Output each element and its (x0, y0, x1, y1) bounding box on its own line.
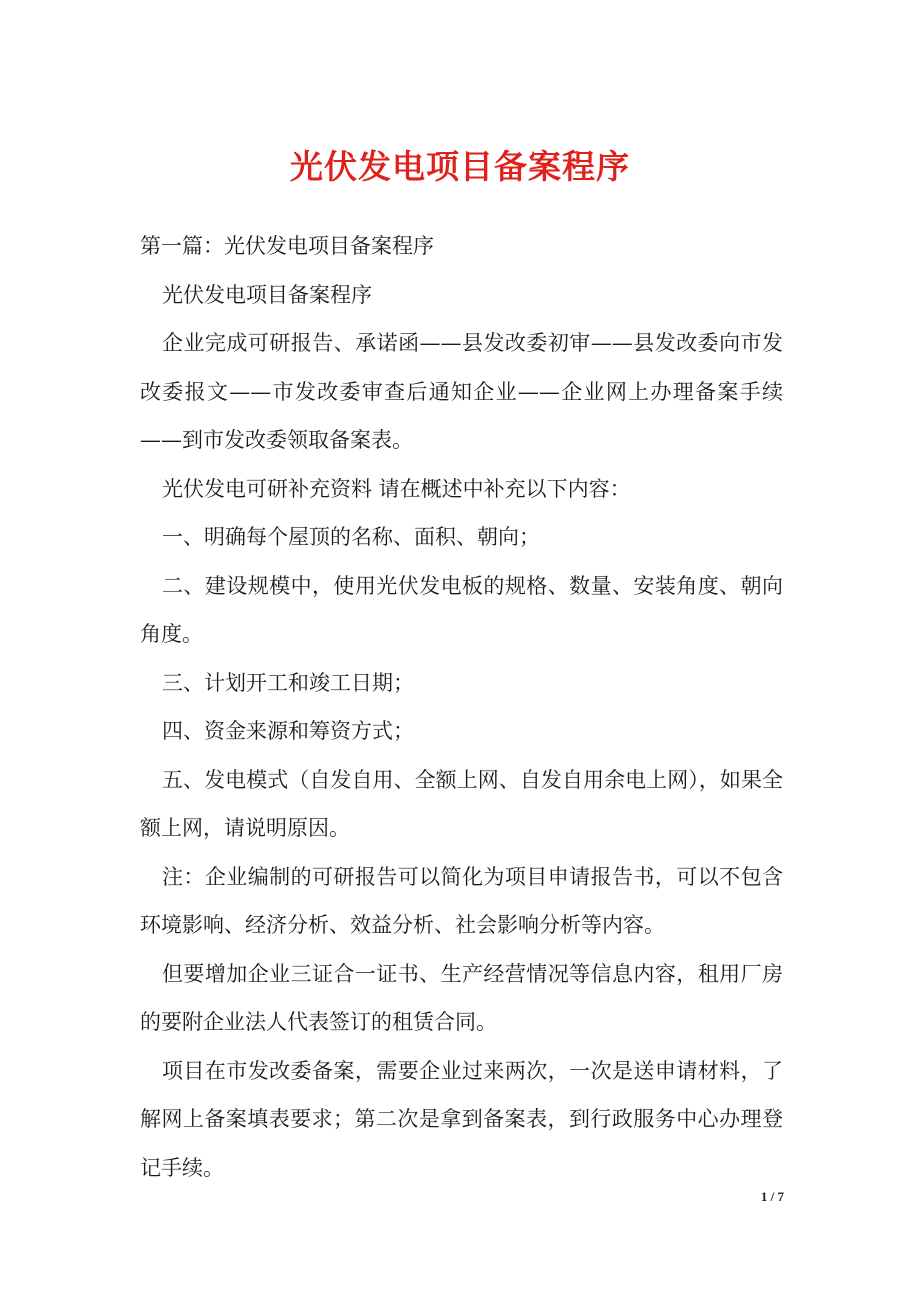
document-body (140, 222, 783, 1192)
document-title: 光伏发电项目备案程序 (290, 147, 630, 186)
page-number: 1 / 7 (760, 1189, 784, 1204)
list-item: 三、计划开工和竣工日期； (162, 670, 414, 695)
section-heading: 第一篇：光伏发电项目备案程序 (140, 234, 434, 258)
list-item: 二、建设规模中，使用光伏发电板的规格、数量、安装角度、朝向角度。 (140, 573, 783, 646)
paragraph: 光伏发电可研补充资料 请在概述中补充以下内容： (162, 476, 631, 501)
list-item: 五、发电模式（自发自用、全额上网、自发自用余电上网），如果全额上网，请说明原因。 (140, 767, 783, 840)
paragraph: 项目在市发改委备案，需要企业过来两次，一次是送申请材料，了解网上备案填表要求；第二次是拿到备案表，到行政服务中心办理登记手续。 (140, 1058, 783, 1180)
paragraph: 企业完成可研报告、承诺函——县发改委初审——县发改委向市发改委报文——市发改委审查后通知企业——企业网上办理备案手续——到市发改委领取备案表。 (140, 331, 783, 452)
note-paragraph: 注：企业编制的可研报告可以简化为项目申请报告书，可以不包含环境影响、经济分析、效益分析、社会影响分析等内容。 (140, 864, 783, 937)
paragraph: 但要增加企业三证合一证书、生产经营情况等信息内容，租用厂房的要附企业法人代表签订的租赁合同。 (140, 961, 783, 1034)
list-item: 四、资金来源和筹资方式； (162, 719, 414, 743)
paragraph: 光伏发电项目备案程序 (162, 282, 372, 307)
list-item: 一、明确每个屋顶的名称、面积、朝向； (162, 525, 540, 549)
